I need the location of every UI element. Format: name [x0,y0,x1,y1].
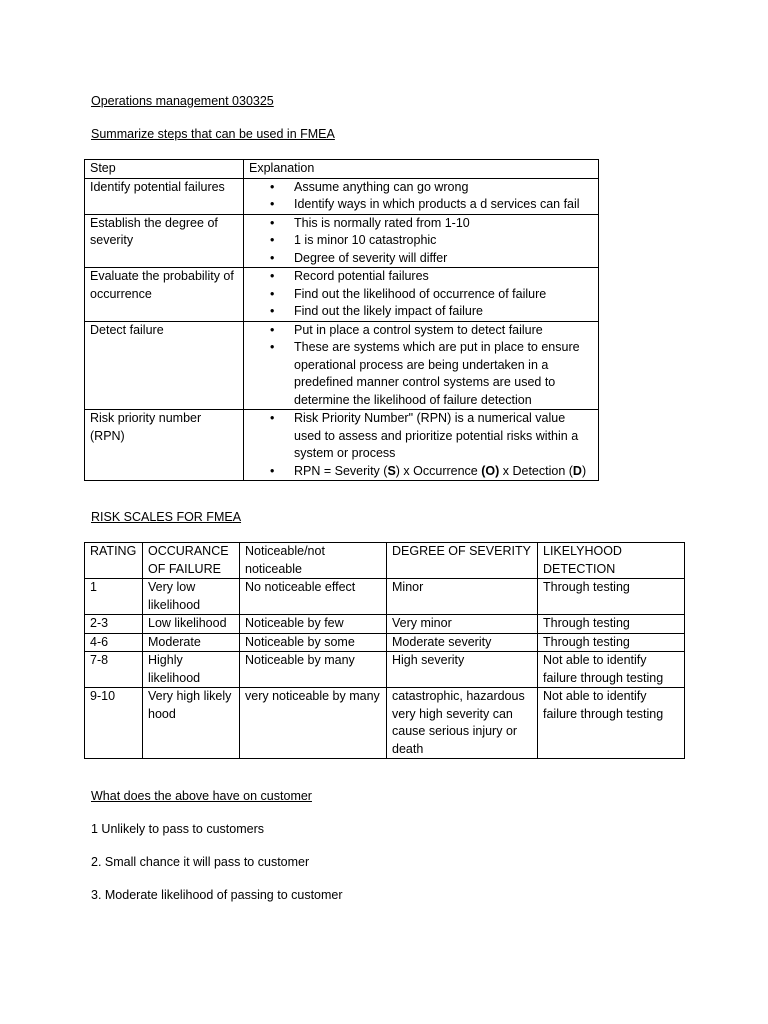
rpn-text: RPN = Severity ( [294,463,388,478]
rpn-s: S [387,463,396,478]
bullet-item: • Identify ways in which products a d services can fail [249,196,593,214]
header-noticeable: Noticeable/not noticeable [240,543,387,579]
fmea-subheading: Summarize steps that can be used in FMEA [91,127,335,141]
bullet-item: • These are systems which are put in place to ensure operational process are being undertaken in a predefined manner control systems are used to determine the likelihood of failure detection [249,339,593,409]
severity-cell: catastrophic, hazardous very high severity can cause serious injury or death [387,688,538,759]
detection-cell: Through testing [538,633,685,652]
table-row [85,410,599,481]
noticeable-cell: Noticeable by many [240,652,387,688]
explanation-cell [244,214,599,268]
table-header-row [85,160,599,179]
table-row [85,579,685,615]
bullet-item: • Degree of severity will differ [249,250,593,268]
severity-cell: Moderate severity [387,633,538,652]
bullet-item: • Find out the likely impact of failure [249,303,593,321]
rating-cell: 9-10 [85,688,143,759]
table-row [85,652,685,688]
customer-point: 3. Moderate likelihood of passing to customer [91,888,343,902]
rpn-formula [249,463,593,481]
bullet-item: • Risk Priority Number" (RPN) is a numerical value used to assess and prioritize potential risks within a system or process [249,410,593,463]
header-occurance: OCCURANCE OF FAILURE [143,543,240,579]
explanation-cell [244,268,599,322]
step-cell: Establish the degree of severity [85,214,244,268]
detection-cell: Not able to identify failure through testing [538,688,685,759]
rpn-text: ) x Occurrence [395,463,482,478]
noticeable-cell: very noticeable by many [240,688,387,759]
header-explanation: Explanation [244,160,599,179]
table-row [85,615,685,634]
explanation-cell [244,410,599,481]
header-step: Step [85,160,244,179]
rating-cell: 2-3 [85,615,143,634]
customer-point: 2. Small chance it will pass to customer [91,855,310,869]
bullet-item: • 1 is minor 10 catastrophic [249,232,593,250]
table-row [85,633,685,652]
explanation-cell [244,321,599,410]
severity-cell: High severity [387,652,538,688]
rpn-o: (O) [481,463,500,478]
bullet-item: • Find out the likelihood of occurrence of failure [249,286,593,304]
step-cell: Identify potential failures [85,178,244,214]
rating-cell: 1 [85,579,143,615]
header-severity: DEGREE OF SEVERITY [387,543,538,579]
bullet-item: • Put in place a control system to detect failure [249,322,593,340]
noticeable-cell: No noticeable effect [240,579,387,615]
table-row [85,688,685,759]
table-row [85,321,599,410]
table-row [85,268,599,322]
bullet-item: • Assume anything can go wrong [249,179,593,197]
severity-cell: Minor [387,579,538,615]
occurance-cell: Highly likelihood [143,652,240,688]
severity-cell: Very minor [387,615,538,634]
noticeable-cell: Noticeable by some [240,633,387,652]
rating-cell: 4-6 [85,633,143,652]
table-row [85,178,599,214]
rating-cell: 7-8 [85,652,143,688]
header-rating: RATING [85,543,143,579]
table-header-row [85,543,685,579]
bullet-item: • Record potential failures [249,268,593,286]
document-heading: Operations management 030325 [91,94,274,108]
occurance-cell: Low likelihood [143,615,240,634]
explanation-cell [244,178,599,214]
detection-cell: Through testing [538,615,685,634]
noticeable-cell: Noticeable by few [240,615,387,634]
risk-scales-table [84,542,685,759]
table-row [85,214,599,268]
detection-cell: Through testing [538,579,685,615]
step-cell: Evaluate the probability of occurrence [85,268,244,322]
rpn-text: ) [581,463,587,478]
customer-question: What does the above have on customer [91,789,312,803]
bullet-item: • This is normally rated from 1-10 [249,215,593,233]
step-cell: Detect failure [85,321,244,410]
occurance-cell: Very high likely hood [143,688,240,759]
fmea-steps-table [84,159,599,481]
risk-scales-title: RISK SCALES FOR FMEA [91,510,242,524]
rpn-text: x Detection ( [499,463,573,478]
rpn-d: D [572,463,582,478]
customer-point: 1 Unlikely to pass to customers [91,822,264,836]
step-cell: Risk priority number (RPN) [85,410,244,481]
occurance-cell: Very low likelihood [143,579,240,615]
header-detection: LIKELYHOOD DETECTION [538,543,685,579]
occurance-cell: Moderate [143,633,240,652]
detection-cell: Not able to identify failure through testing [538,652,685,688]
